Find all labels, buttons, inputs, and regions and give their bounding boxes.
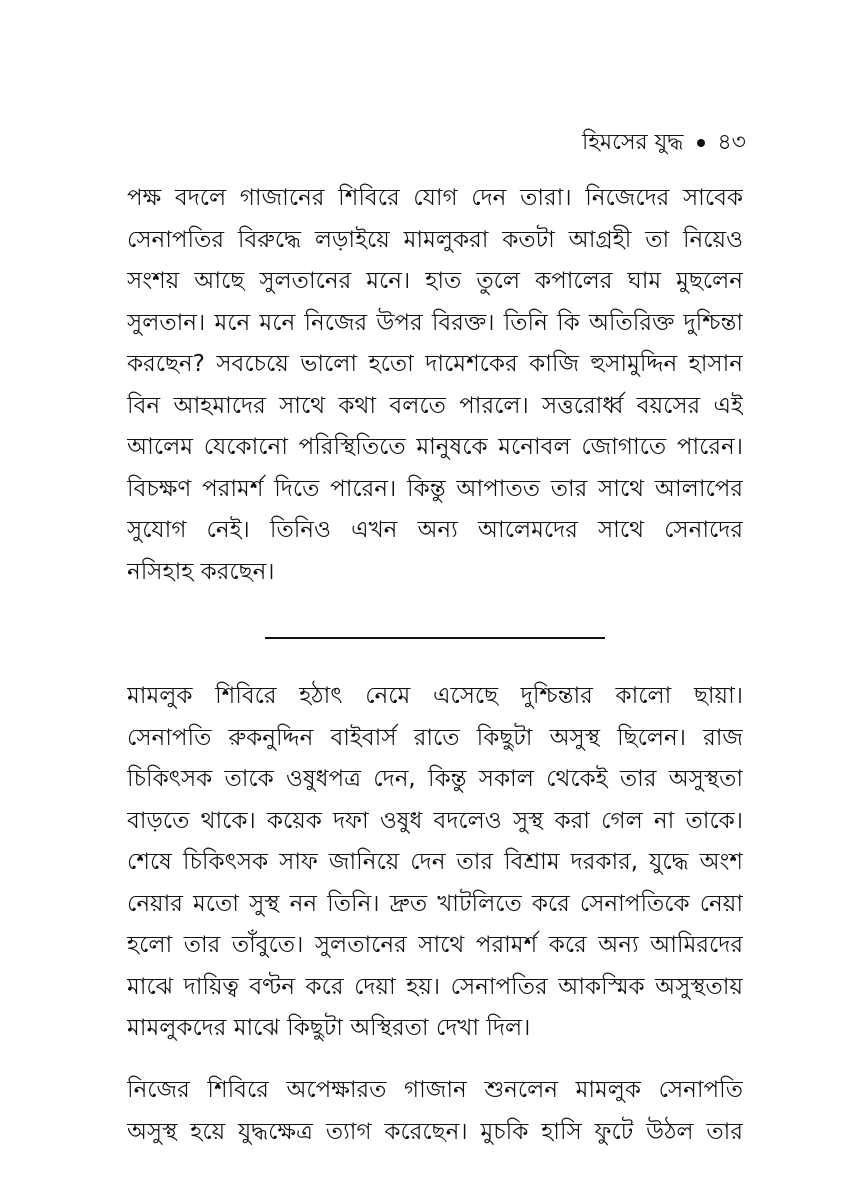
chapter-title: হিমসের যুদ্ধ [582, 130, 684, 155]
text-line: অসুস্থ হয়ে যুদ্ধক্ষেত্র ত্যাগ করেছেন। মুচকি হাসি ফুটে উঠল তার [127, 1118, 743, 1145]
text-line: নসিহাহ করছেন। [127, 558, 275, 585]
text-line: বাড়তে থাকে। কয়েক দফা ওষুধ বদলেও সুস্থ করা গেল না তাকে। [127, 807, 743, 834]
text-line: চিকিৎসক তাকে ওষুধপত্র দেন, কিন্তু সকাল থেকেই তার অসুস্থতা [127, 766, 743, 792]
text-line: সেনাপতি রুকনুদ্দিন বাইবার্স রাতে কিছুটা অসুস্থ ছিলেন। রাজ [127, 724, 743, 751]
text-line: মামলুক শিবিরে হঠাৎ নেমে এসেছে দুশ্চিন্তার কালো ছায়া। [127, 683, 743, 709]
section-divider [265, 637, 605, 639]
page-number: ৪৩ [717, 130, 746, 155]
text-line: নেয়ার মতো সুস্থ নন তিনি। দ্রুত খাটলিতে করে সেনাপতিকে নেয়া [127, 890, 743, 917]
text-line: সুযোগ নেই। তিনিও এখন অন্য আলেমদের সাথে সেনাদের [127, 517, 743, 543]
paragraph-1 [127, 178, 743, 593]
text-line: নিজের শিবিরে অপেক্ষারত গাজান শুনলেন মামলুক সেনাপতি [127, 1077, 743, 1103]
bullet-separator [697, 139, 705, 147]
running-header [582, 128, 746, 158]
text-line: সংশয় আছে সুলতানের মনে। হাত তুলে কপালের ঘাম মুছলেন [127, 268, 743, 294]
text-line: বিচক্ষণ পরামর্শ দিতে পারেন। কিন্তু আপাতত তার সাথে আলাপের [127, 475, 743, 502]
text-line: আলেম যেকোনো পরিস্থিতিতে মানুষকে মনোবল জোগাতে পারেন। [127, 434, 743, 460]
text-line: শেষে চিকিৎসক সাফ জানিয়ে দেন তার বিশ্রাম দরকার, যুদ্ধে অংশ [127, 849, 743, 875]
text-line: সেনাপতির বিরুদ্ধে লড়াইয়ে মামলুকরা কতটা আগ্রহী তা নিয়েও [127, 226, 743, 253]
text-line: সুলতান। মনে মনে নিজের উপর বিরক্ত। তিনি কি অতিরিক্ত দুশ্চিন্তা [127, 309, 743, 336]
paragraph-2 [127, 676, 743, 1050]
text-line: হলো তার তাঁবুতে। সুলতানের সাথে পরামর্শ করে অন্য আমিরদের [127, 932, 743, 958]
text-line: বিন আহমাদের সাথে কথা বলতে পারলে। সত্তরোর্ধ্ব বয়সের এই [127, 392, 743, 419]
text-line: পক্ষ বদলে গাজানের শিবিরে যোগ দেন তারা। নিজেদের সাবেক [127, 185, 743, 211]
text-line: করছেন? সবচেয়ে ভালো হতো দামেশকের কাজি হুসামুদ্দিন হাসান [127, 351, 743, 377]
paragraph-3 [127, 1070, 743, 1153]
text-line: মামলুকদের মাঝে কিছুটা অস্থিরতা দেখা দিল। [127, 1015, 531, 1041]
text-line: মাঝে দায়িত্ব বণ্টন করে দেয়া হয়। সেনাপতির আকস্মিক অসুস্থতায় [127, 973, 743, 1000]
